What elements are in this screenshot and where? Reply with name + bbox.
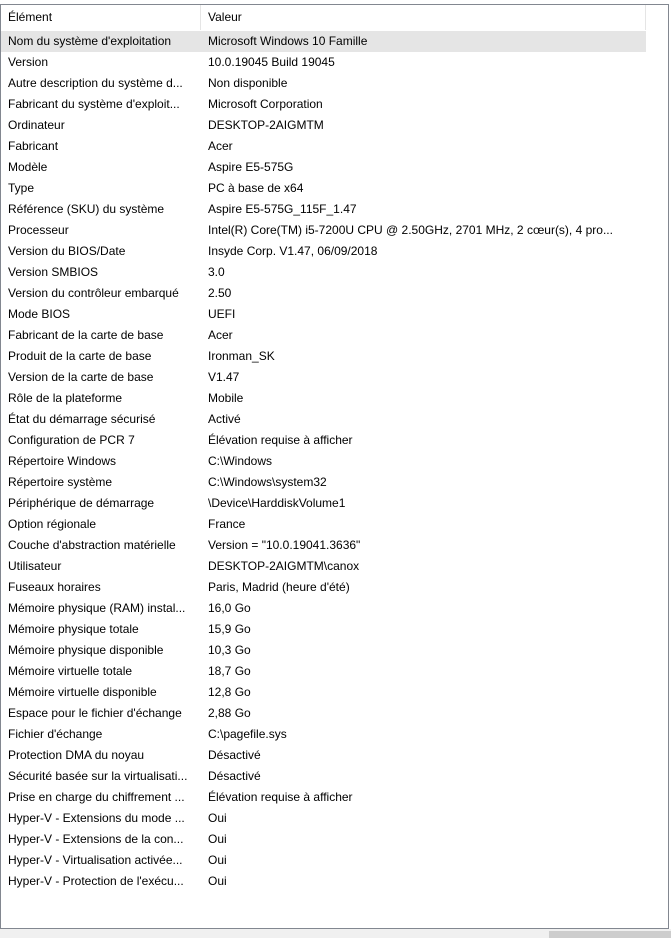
row-element-name: Protection DMA du noyau	[8, 748, 145, 762]
row-element-value: Élévation requise à afficher	[208, 433, 353, 447]
row-element-value: Intel(R) Core(TM) i5-7200U CPU @ 2.50GHz, 2701 MHz, 2 cœur(s), 4 pro...	[208, 223, 613, 237]
row-element-value: Oui	[208, 853, 227, 867]
table-row[interactable]	[1, 850, 668, 871]
table-row[interactable]	[1, 535, 668, 556]
row-element-value: 2,88 Go	[208, 706, 251, 720]
row-element-value: DESKTOP-2AIGMTM\canox	[208, 559, 360, 573]
row-element-value: Microsoft Corporation	[208, 97, 323, 111]
column-header-value[interactable]: Valeur	[201, 5, 646, 30]
row-element-name: Espace pour le fichier d'échange	[8, 706, 182, 720]
row-element-value: Acer	[208, 328, 233, 342]
row-element-value: Insyde Corp. V1.47, 06/09/2018	[208, 244, 378, 258]
row-element-name: Autre description du système d...	[8, 76, 183, 90]
row-element-value: Microsoft Windows 10 Famille	[208, 34, 368, 48]
table-row[interactable]	[1, 577, 668, 598]
table-row[interactable]	[1, 346, 668, 367]
table-row[interactable]	[1, 640, 668, 661]
row-element-value: Version = "10.0.19041.3636"	[208, 538, 361, 552]
row-element-name: Sécurité basée sur la virtualisati...	[8, 769, 188, 783]
row-element-value: Aspire E5-575G_115F_1.47	[208, 202, 357, 216]
row-element-name: Hyper-V - Virtualisation activée...	[8, 853, 183, 867]
row-element-name: Nom du système d'exploitation	[8, 34, 172, 48]
table-row[interactable]	[1, 304, 668, 325]
row-element-value: UEFI	[208, 307, 236, 321]
row-element-name: Mémoire physique disponible	[8, 643, 164, 657]
row-element-name: Mémoire virtuelle totale	[8, 664, 133, 678]
row-element-name: Produit de la carte de base	[8, 349, 152, 363]
scrollbar-thumb[interactable]	[549, 931, 671, 938]
table-row[interactable]	[1, 409, 668, 430]
row-element-name: Mémoire physique totale	[8, 622, 139, 636]
table-row[interactable]	[1, 871, 668, 892]
table-row[interactable]	[1, 31, 668, 52]
row-element-value: Non disponible	[208, 76, 288, 90]
table-row[interactable]	[1, 199, 668, 220]
row-element-name: Option régionale	[8, 517, 97, 531]
table-row[interactable]	[1, 241, 668, 262]
row-element-name: Modèle	[8, 160, 48, 174]
row-element-value: Désactivé	[208, 748, 261, 762]
table-row[interactable]	[1, 661, 668, 682]
row-element-name: Prise en charge du chiffrement ...	[8, 790, 185, 804]
table-row[interactable]	[1, 787, 668, 808]
row-element-value: 12,8 Go	[208, 685, 251, 699]
row-element-name: Hyper-V - Protection de l'exécu...	[8, 874, 184, 888]
row-element-name: Fabricant	[8, 139, 59, 153]
row-element-name: Version	[8, 55, 49, 69]
row-element-name: Répertoire système	[8, 475, 113, 489]
row-element-name: Processeur	[8, 223, 69, 237]
row-element-value: 2.50	[208, 286, 232, 300]
table-row[interactable]	[1, 493, 668, 514]
column-header-filler	[646, 5, 668, 30]
row-element-value: 10,3 Go	[208, 643, 251, 657]
table-row[interactable]	[1, 220, 668, 241]
column-header-element[interactable]: Élément	[1, 5, 201, 30]
table-row[interactable]	[1, 514, 668, 535]
row-element-name: Référence (SKU) du système	[8, 202, 165, 216]
table-row[interactable]	[1, 808, 668, 829]
row-element-name: Hyper-V - Extensions du mode ...	[8, 811, 185, 825]
row-element-value: Élévation requise à afficher	[208, 790, 353, 804]
row-element-name: Type	[8, 181, 35, 195]
row-element-value: Paris, Madrid (heure d'été)	[208, 580, 350, 594]
row-element-name: Mémoire virtuelle disponible	[8, 685, 157, 699]
table-row[interactable]	[1, 472, 668, 493]
table-row[interactable]	[1, 829, 668, 850]
row-element-value: Désactivé	[208, 769, 261, 783]
table-row[interactable]	[1, 73, 668, 94]
row-element-value: Aspire E5-575G	[208, 160, 294, 174]
row-element-name: Version SMBIOS	[8, 265, 99, 279]
table-row[interactable]	[1, 451, 668, 472]
row-element-name: Utilisateur	[8, 559, 62, 573]
row-element-name: Rôle de la plateforme	[8, 391, 123, 405]
table-row[interactable]	[1, 262, 668, 283]
row-element-value: Oui	[208, 811, 227, 825]
table-row[interactable]	[1, 52, 668, 73]
table-row[interactable]	[1, 325, 668, 346]
row-element-value: Activé	[208, 412, 241, 426]
row-element-value: C:\Windows	[208, 454, 273, 468]
row-element-value: 18,7 Go	[208, 664, 251, 678]
row-element-name: Version du contrôleur embarqué	[8, 286, 179, 300]
row-element-value: Oui	[208, 874, 227, 888]
row-element-name: Périphérique de démarrage	[8, 496, 155, 510]
table-row[interactable]	[1, 178, 668, 199]
table-row[interactable]	[1, 619, 668, 640]
row-element-name: Fuseaux horaires	[8, 580, 101, 594]
table-row[interactable]	[1, 745, 668, 766]
row-element-value: PC à base de x64	[208, 181, 304, 195]
table-row[interactable]	[1, 766, 668, 787]
row-element-value: Oui	[208, 832, 227, 846]
row-element-name: Fabricant du système d'exploit...	[8, 97, 180, 111]
row-element-name: État du démarrage sécurisé	[8, 412, 156, 426]
row-element-value: France	[208, 517, 246, 531]
row-element-value: \Device\HarddiskVolume1	[208, 496, 346, 510]
row-element-name: Mode BIOS	[8, 307, 71, 321]
horizontal-scrollbar[interactable]	[0, 929, 671, 938]
row-element-value: V1.47	[208, 370, 240, 384]
table-row[interactable]	[1, 430, 668, 451]
table-row[interactable]	[1, 157, 668, 178]
table-row[interactable]	[1, 94, 668, 115]
row-element-value: 15,9 Go	[208, 622, 251, 636]
table-row[interactable]	[1, 115, 668, 136]
table-row[interactable]	[1, 724, 668, 745]
row-element-value: 16,0 Go	[208, 601, 251, 615]
row-element-name: Répertoire Windows	[8, 454, 117, 468]
table-row[interactable]	[1, 283, 668, 304]
system-summary-list[interactable]	[0, 4, 669, 929]
row-element-name: Ordinateur	[8, 118, 65, 132]
list-header	[1, 5, 668, 30]
row-element-name: Fabricant de la carte de base	[8, 328, 164, 342]
row-element-value: Acer	[208, 139, 233, 153]
table-row[interactable]	[1, 598, 668, 619]
row-element-value: C:\Windows\system32	[208, 475, 327, 489]
row-element-name: Configuration de PCR 7	[8, 433, 135, 447]
table-row[interactable]	[1, 388, 668, 409]
row-element-value: C:\pagefile.sys	[208, 727, 287, 741]
row-element-name: Couche d'abstraction matérielle	[8, 538, 176, 552]
row-element-value: 3.0	[208, 265, 225, 279]
row-element-name: Version de la carte de base	[8, 370, 154, 384]
row-element-value: DESKTOP-2AIGMTM	[208, 118, 324, 132]
table-row[interactable]	[1, 703, 668, 724]
table-row[interactable]	[1, 682, 668, 703]
table-row[interactable]	[1, 136, 668, 157]
row-element-name: Fichier d'échange	[8, 727, 103, 741]
row-element-value: Ironman_SK	[208, 349, 275, 363]
table-row[interactable]	[1, 367, 668, 388]
row-element-name: Version du BIOS/Date	[8, 244, 126, 258]
row-element-name: Hyper-V - Extensions de la con...	[8, 832, 184, 846]
row-element-value: 10.0.19045 Build 19045	[208, 55, 335, 69]
table-row[interactable]	[1, 556, 668, 577]
row-element-name: Mémoire physique (RAM) instal...	[8, 601, 186, 615]
row-element-value: Mobile	[208, 391, 244, 405]
list-rows	[1, 31, 668, 892]
